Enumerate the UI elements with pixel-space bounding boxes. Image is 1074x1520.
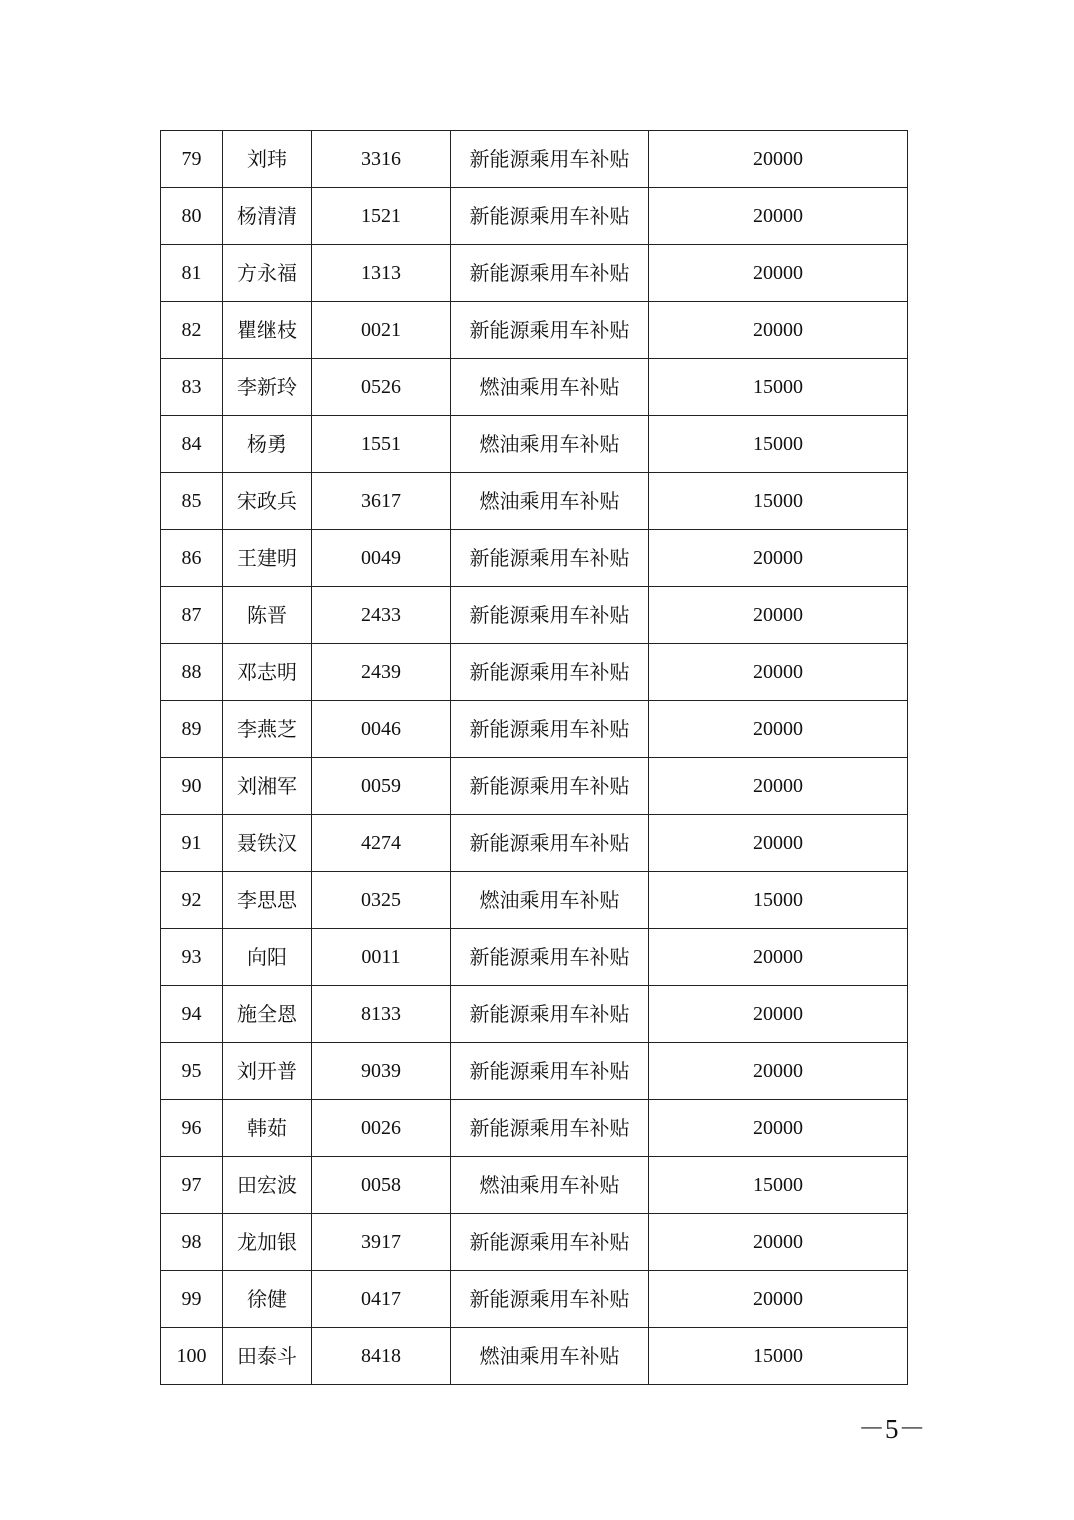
subsidy-type-cell: 新能源乘用车补贴	[451, 758, 649, 815]
table-row	[161, 473, 908, 530]
subsidy-type-cell: 新能源乘用车补贴	[451, 530, 649, 587]
subsidy-type-cell: 新能源乘用车补贴	[451, 986, 649, 1043]
person-name-cell: 瞿继枝	[223, 302, 312, 359]
subsidy-type-cell: 燃油乘用车补贴	[451, 872, 649, 929]
table-row	[161, 245, 908, 302]
table-row	[161, 929, 908, 986]
subsidy-type-cell: 燃油乘用车补贴	[451, 1157, 649, 1214]
row-number-cell: 93	[161, 929, 223, 986]
subsidy-type-cell: 新能源乘用车补贴	[451, 131, 649, 188]
row-number-cell: 94	[161, 986, 223, 1043]
id-code-cell: 8133	[312, 986, 451, 1043]
subsidy-type-cell: 新能源乘用车补贴	[451, 245, 649, 302]
person-name-cell: 邓志明	[223, 644, 312, 701]
subsidy-type-cell: 新能源乘用车补贴	[451, 929, 649, 986]
subsidy-amount-cell: 15000	[649, 359, 908, 416]
person-name-cell: 杨勇	[223, 416, 312, 473]
table-row	[161, 1214, 908, 1271]
person-name-cell: 李新玲	[223, 359, 312, 416]
subsidy-amount-cell: 20000	[649, 758, 908, 815]
person-name-cell: 向阳	[223, 929, 312, 986]
table-row	[161, 188, 908, 245]
subsidy-type-cell: 新能源乘用车补贴	[451, 1214, 649, 1271]
person-name-cell: 田宏波	[223, 1157, 312, 1214]
person-name-cell: 李燕芝	[223, 701, 312, 758]
row-number-cell: 98	[161, 1214, 223, 1271]
subsidy-amount-cell: 20000	[649, 587, 908, 644]
row-number-cell: 81	[161, 245, 223, 302]
subsidy-amount-cell: 20000	[649, 1271, 908, 1328]
id-code-cell: 4274	[312, 815, 451, 872]
row-number-cell: 92	[161, 872, 223, 929]
table-row	[161, 131, 908, 188]
person-name-cell: 刘玮	[223, 131, 312, 188]
subsidy-type-cell: 新能源乘用车补贴	[451, 815, 649, 872]
row-number-cell: 91	[161, 815, 223, 872]
id-code-cell: 0049	[312, 530, 451, 587]
id-code-cell: 2439	[312, 644, 451, 701]
row-number-cell: 97	[161, 1157, 223, 1214]
row-number-cell: 85	[161, 473, 223, 530]
row-number-cell: 96	[161, 1100, 223, 1157]
row-number-cell: 88	[161, 644, 223, 701]
id-code-cell: 0058	[312, 1157, 451, 1214]
row-number-cell: 95	[161, 1043, 223, 1100]
table-row	[161, 758, 908, 815]
person-name-cell: 宋政兵	[223, 473, 312, 530]
subsidy-table	[160, 130, 908, 1385]
table-row	[161, 815, 908, 872]
table-row	[161, 644, 908, 701]
person-name-cell: 施全恩	[223, 986, 312, 1043]
person-name-cell: 王建明	[223, 530, 312, 587]
subsidy-table-body	[161, 131, 908, 1385]
subsidy-amount-cell: 15000	[649, 416, 908, 473]
id-code-cell: 3617	[312, 473, 451, 530]
subsidy-amount-cell: 20000	[649, 188, 908, 245]
row-number-cell: 89	[161, 701, 223, 758]
id-code-cell: 1313	[312, 245, 451, 302]
row-number-cell: 87	[161, 587, 223, 644]
subsidy-type-cell: 新能源乘用车补贴	[451, 644, 649, 701]
person-name-cell: 龙加银	[223, 1214, 312, 1271]
id-code-cell: 3316	[312, 131, 451, 188]
subsidy-amount-cell: 15000	[649, 872, 908, 929]
id-code-cell: 0417	[312, 1271, 451, 1328]
id-code-cell: 0046	[312, 701, 451, 758]
id-code-cell: 3917	[312, 1214, 451, 1271]
table-row	[161, 302, 908, 359]
row-number-cell: 79	[161, 131, 223, 188]
id-code-cell: 8418	[312, 1328, 451, 1385]
subsidy-amount-cell: 20000	[649, 644, 908, 701]
subsidy-type-cell: 燃油乘用车补贴	[451, 473, 649, 530]
subsidy-type-cell: 新能源乘用车补贴	[451, 1100, 649, 1157]
table-row	[161, 872, 908, 929]
row-number-cell: 99	[161, 1271, 223, 1328]
subsidy-amount-cell: 20000	[649, 530, 908, 587]
subsidy-type-cell: 燃油乘用车补贴	[451, 359, 649, 416]
person-name-cell: 刘开普	[223, 1043, 312, 1100]
row-number-cell: 86	[161, 530, 223, 587]
subsidy-amount-cell: 20000	[649, 929, 908, 986]
subsidy-amount-cell: 15000	[649, 1328, 908, 1385]
id-code-cell: 1551	[312, 416, 451, 473]
table-row	[161, 986, 908, 1043]
table-row	[161, 359, 908, 416]
table-row	[161, 416, 908, 473]
subsidy-type-cell: 新能源乘用车补贴	[451, 1271, 649, 1328]
person-name-cell: 田泰斗	[223, 1328, 312, 1385]
table-row	[161, 701, 908, 758]
person-name-cell: 刘湘军	[223, 758, 312, 815]
person-name-cell: 杨清清	[223, 188, 312, 245]
subsidy-type-cell: 新能源乘用车补贴	[451, 188, 649, 245]
id-code-cell: 0026	[312, 1100, 451, 1157]
table-row	[161, 1271, 908, 1328]
subsidy-amount-cell: 20000	[649, 245, 908, 302]
id-code-cell: 1521	[312, 188, 451, 245]
subsidy-amount-cell: 20000	[649, 1043, 908, 1100]
row-number-cell: 84	[161, 416, 223, 473]
id-code-cell: 2433	[312, 587, 451, 644]
id-code-cell: 0059	[312, 758, 451, 815]
subsidy-type-cell: 新能源乘用车补贴	[451, 1043, 649, 1100]
id-code-cell: 9039	[312, 1043, 451, 1100]
subsidy-amount-cell: 20000	[649, 815, 908, 872]
table-row	[161, 1100, 908, 1157]
person-name-cell: 陈晋	[223, 587, 312, 644]
subsidy-type-cell: 燃油乘用车补贴	[451, 1328, 649, 1385]
subsidy-amount-cell: 20000	[649, 131, 908, 188]
person-name-cell: 方永福	[223, 245, 312, 302]
id-code-cell: 0526	[312, 359, 451, 416]
id-code-cell: 0011	[312, 929, 451, 986]
person-name-cell: 徐健	[223, 1271, 312, 1328]
row-number-cell: 90	[161, 758, 223, 815]
row-number-cell: 83	[161, 359, 223, 416]
person-name-cell: 聂铁汉	[223, 815, 312, 872]
row-number-cell: 82	[161, 302, 223, 359]
person-name-cell: 韩茹	[223, 1100, 312, 1157]
table-row	[161, 1043, 908, 1100]
subsidy-type-cell: 新能源乘用车补贴	[451, 302, 649, 359]
table-row	[161, 1157, 908, 1214]
subsidy-amount-cell: 15000	[649, 1157, 908, 1214]
subsidy-amount-cell: 20000	[649, 302, 908, 359]
table-row	[161, 1328, 908, 1385]
table-row	[161, 587, 908, 644]
row-number-cell: 100	[161, 1328, 223, 1385]
table-row	[161, 530, 908, 587]
page-number: －5－	[858, 1414, 926, 1444]
id-code-cell: 0021	[312, 302, 451, 359]
subsidy-type-cell: 新能源乘用车补贴	[451, 587, 649, 644]
subsidy-amount-cell: 20000	[649, 986, 908, 1043]
subsidy-amount-cell: 20000	[649, 1100, 908, 1157]
subsidy-type-cell: 新能源乘用车补贴	[451, 701, 649, 758]
row-number-cell: 80	[161, 188, 223, 245]
subsidy-amount-cell: 15000	[649, 473, 908, 530]
subsidy-amount-cell: 20000	[649, 701, 908, 758]
subsidy-amount-cell: 20000	[649, 1214, 908, 1271]
subsidy-type-cell: 燃油乘用车补贴	[451, 416, 649, 473]
id-code-cell: 0325	[312, 872, 451, 929]
person-name-cell: 李思思	[223, 872, 312, 929]
